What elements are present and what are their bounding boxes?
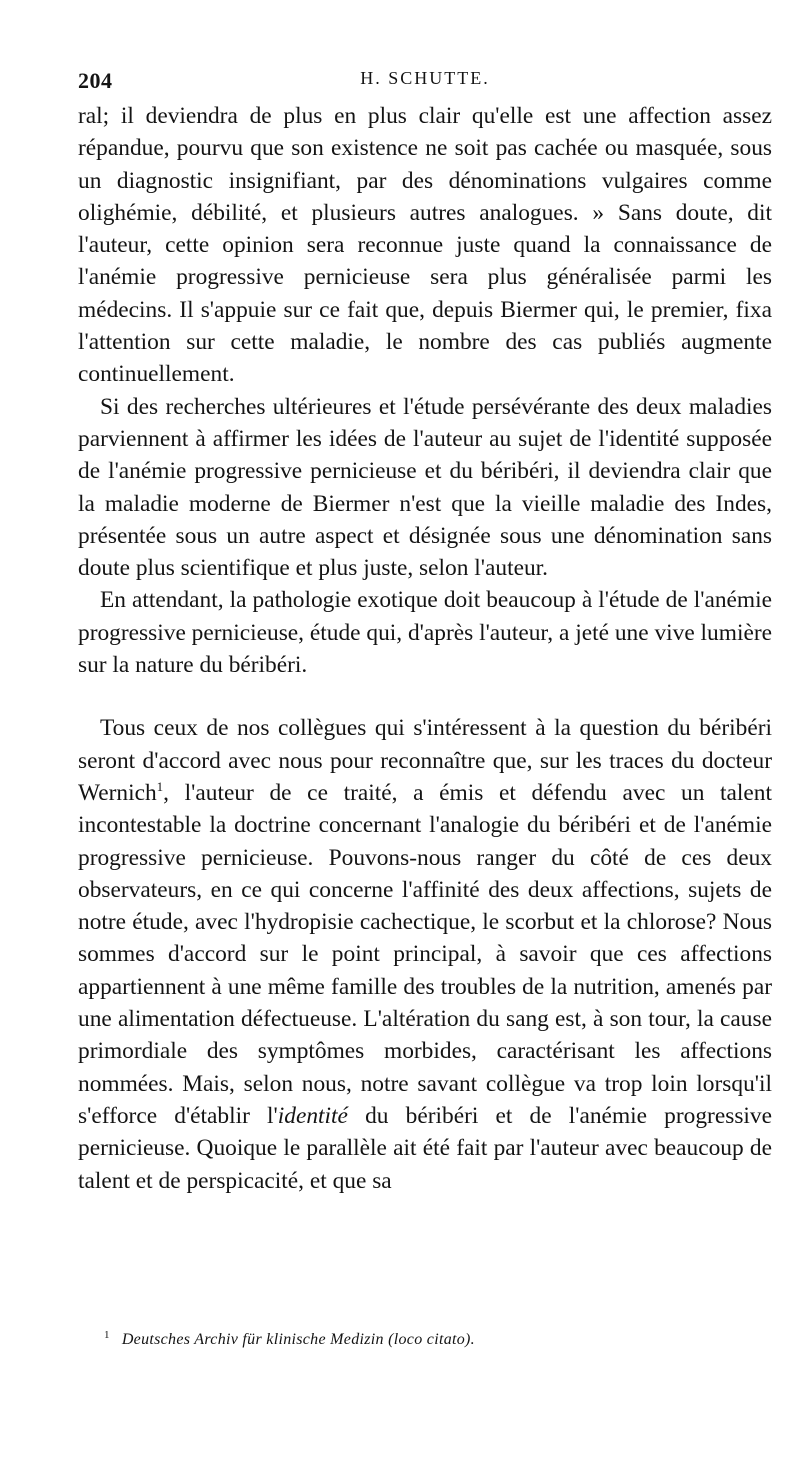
paragraph: Si des recherches ultérieures et l'étude persévérante des deux maladies parviennent à affirmer les idées de l'auteur au sujet de l'identité supposée de l'anémie progressive pernicieuse et du béribéri, il deviendra clair que la maladie moderne de Biermer n'est que la vieille maladie des Indes, présentée sous un autre aspect et désignée sous une dénomination sans doute plus scientifique et plus juste, selon l'auteur. [78, 393, 772, 582]
body-text [78, 100, 772, 1197]
footnote-text: Deutsches Archiv für klinische Medizin (loco citato). [121, 1331, 475, 1348]
running-head: H. SCHUTTE. [360, 68, 490, 88]
emphasized-word: identité [277, 1102, 348, 1129]
page-header [78, 68, 772, 98]
section-paragraph [78, 712, 772, 1196]
paragraph-text: du béribéri et de l'anémie progressive pernicieuse. Quoique le parallèle ait été fait par l'auteur avec beaucoup de talent et de perspicacité, et que sa [78, 1102, 772, 1194]
footnote-mark: 1 [104, 1328, 110, 1341]
footnote-reference: 1 [156, 779, 164, 795]
paragraph-text: , l'auteur de ce traité, a émis et défendu avec un talent incontestable la doctrine concernant l'analogie du béribéri et de l'anémie progressive pernicieuse. Pouvons-nous ranger du côté de ces deux observateurs, en ce qui concerne l'affinité des deux affections, sujets de notre étude, avec l'hydropisie cachectique, le scorbut et la chlorose? Nous sommes d'accord sur le point principal, à savoir que ces affections appartiennent à une même famille des troubles de la nutrition, amenés par une alimentation défectueuse. L'altération du sang est, à son tour, la cause primordiale des symptômes morbides, caractérisant les affections nommées. Mais, selon nous, notre savant collègue va trop loin lorsqu'il s'efforce d'établir l' [78, 779, 772, 1129]
footnote [104, 1328, 764, 1349]
page-number: 204 [78, 68, 113, 93]
paragraph: En attendant, la pathologie exotique doit beaucoup à l'étude de l'anémie progressive pernicieuse, étude qui, d'après l'auteur, a jeté une vive lumière sur la nature du béribéri. [78, 587, 772, 679]
paragraph-continued: ral; il deviendra de plus en plus clair qu'elle est une affection assez répandue, pourvu que son existence ne soit pas cachée ou masquée, sous un diagnostic insignifiant, par des dénominations vulgaires comme olighémie, débilité, et plusieurs autres analogues. » Sans doute, dit l'auteur, cette opinion sera reconnue juste quand la connaissance de l'anémie progressive pernicieuse sera plus généralisée parmi les médecins. Il s'appuie sur ce fait que, depuis Biermer qui, le premier, fixa l'attention sur cette maladie, le nombre des cas publiés augmente continuellement. [78, 103, 772, 388]
paragraph-text: Tous ceux de nos collègues qui s'intéressent à la question du béribéri seront d'accord avec nous pour reconnaître que, sur les traces du docteur Wernich [78, 715, 772, 806]
